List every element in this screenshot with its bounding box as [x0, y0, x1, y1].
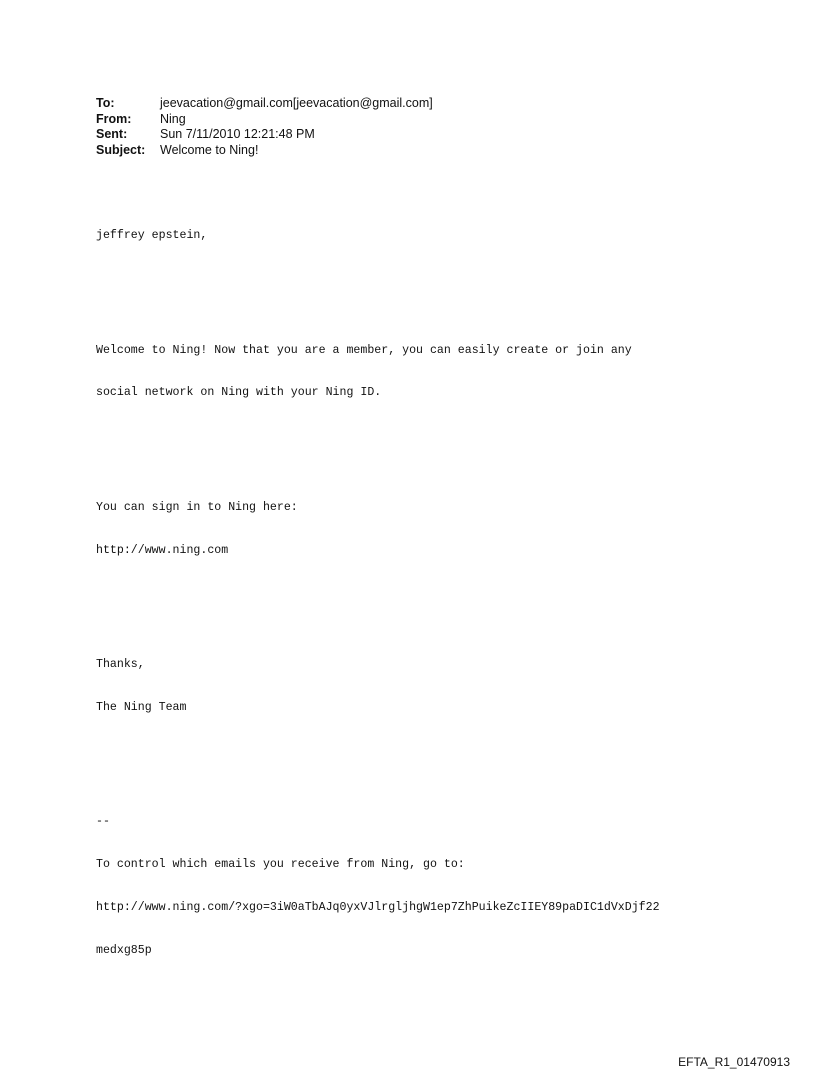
greeting-line: jeffrey epstein,: [96, 229, 208, 243]
control-link: http://www.ning.com/?xgo=3iW0aTbAJq0yxVJlrgljhgW1ep7ZhPuikeZcIIEY89paDIC1dVxDjf22: [96, 901, 660, 915]
welcome-line-2: social network on Ning with your Ning ID.: [96, 386, 382, 400]
sent-value: Sun 7/11/2010 12:21:48 PM: [160, 127, 315, 141]
document-id: EFTA_R1_01470913: [678, 1055, 790, 1069]
welcome-paragraph: [96, 315, 660, 429]
signature-line: The Ning Team: [96, 700, 187, 714]
signin-link: http://www.ning.com: [96, 543, 229, 557]
thanks-paragraph: [96, 630, 660, 744]
subject-value: Welcome to Ning!: [160, 142, 259, 157]
subject-label: Subject:: [96, 142, 146, 157]
subject-row: [96, 143, 433, 159]
control-line: To control which emails you receive from Ning, go to:: [96, 858, 465, 872]
from-row: [96, 112, 433, 128]
signin-paragraph: [96, 472, 660, 586]
to-row: [96, 96, 433, 112]
footer-paragraph: [96, 787, 660, 987]
control-link-continued: medxg85p: [96, 944, 152, 958]
sent-row: [96, 127, 433, 143]
from-label: From:: [96, 111, 132, 126]
from-value: Ning: [160, 111, 186, 126]
to-value: jeevacation@gmail.com[jeevacation@gmail.com]: [160, 96, 433, 110]
email-header: [96, 96, 433, 158]
email-body: [96, 172, 660, 1001]
to-label: To:: [96, 96, 115, 110]
greeting-paragraph: [96, 201, 660, 272]
welcome-line-1: Welcome to Ning! Now that you are a member, you can easily create or join any: [96, 343, 632, 357]
signin-line: You can sign in to Ning here:: [96, 500, 298, 514]
signature-separator: --: [96, 815, 110, 829]
thanks-line: Thanks,: [96, 658, 145, 672]
sent-label: Sent:: [96, 127, 128, 141]
